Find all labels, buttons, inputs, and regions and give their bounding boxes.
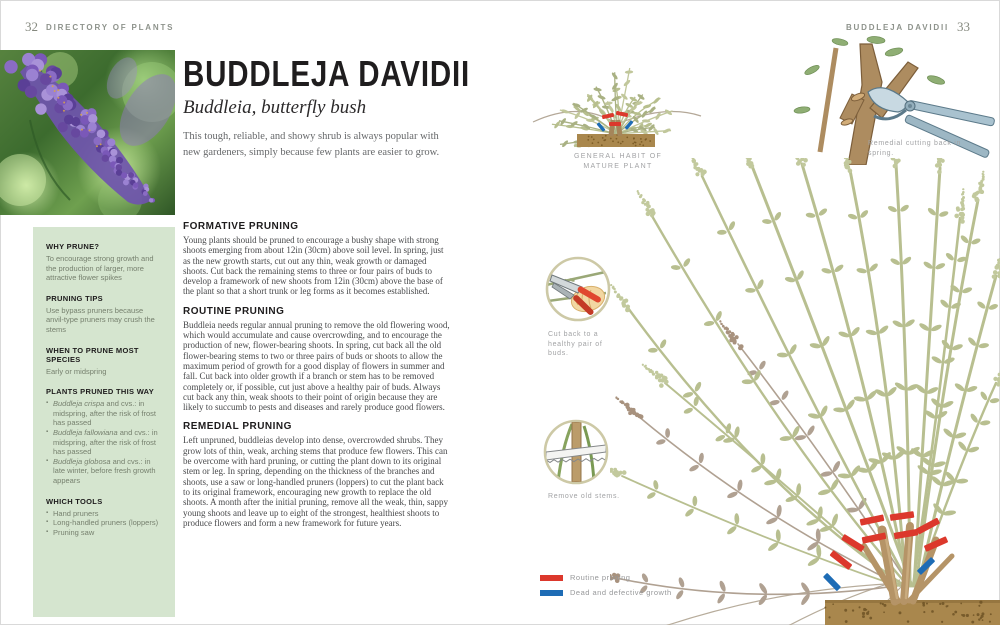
mature-plant-illustration: [610, 158, 1000, 625]
defective-growth-swatch: [540, 590, 563, 596]
running-title-right: BUDDLEJA DAVIDII: [845, 23, 949, 32]
habit-caption: GENERAL HABIT OF MATURE PLANT: [573, 153, 663, 170]
section-heading: REMEDIAL PRUNING: [183, 421, 292, 433]
main-text-column: [183, 221, 451, 537]
section-body: Buddleia needs regular annual pruning to remove the old flowering wood, which would accumulate and cause overcrowding, and to encourage the production of new, flower-bearing shoots. In spring, cut back all the old flower-bearing stems to two or three pairs of buds or shoots to allow the maximum period of growth for a good display of flowers in summer and fall. Cut back into older growth if a branch or stem has to be removed completely or, if possible, cut just above a healthy pair of buds. Always cut back any thin, weak shoots to their point of origin because they are likely to succumb to pests and diseases and rarely produce good flowers.: [183, 319, 450, 413]
cutback-caption: Cut back to a healthy pair of buds.: [548, 331, 603, 357]
page-number-right: 33: [957, 19, 970, 34]
flower-spike-illustration: [0, 50, 175, 215]
plant-list-item: ▪ Buddleja fallowiana and cvs.: in midspring, after the risk of frost has passed: [46, 428, 162, 457]
section-body: Young plants should be pruned to encourage a bushy shape with strong shoots emerging from about 12in (30cm) above soil level. In spring, just as the new growth starts, cut out any thin, weak growth or damaged shoots. Cut back the remaining stems to three or four pairs of buds to develop a framework of new shoots from 12in (30cm) above the base of the plant so that a short trunk or leg forms as it becomes established.: [183, 235, 444, 297]
section-remedial-pruning: [183, 421, 451, 528]
tool-list-item: ▪ Hand pruners: [46, 509, 162, 519]
legend-row-defective: Dead and defective growth: [540, 588, 672, 597]
section-routine-pruning: [183, 306, 451, 413]
section-heading: FORMATIVE PRUNING: [183, 221, 299, 232]
section-body: Left unpruned, buddleias develop into dense, overcrowded shrubs. They grow lots of thin, weak, arching stems that produce few flowers. This can be overcome with hard pruning, or cutting the plant down to its original stem or leg. In spring, depending on the thickness of the branches and shoots, use a saw or long-handled pruners (loppers) to cut the plant back to its original framework, encouraging new growth to replace the old shoots. A month after the initial pruning, remove all the weak, thin, sappy young shoots and leave up to eight of the strongest, healthiest shoots to produce flowers and form a new framework for future years.: [183, 435, 448, 528]
page-subtitle: Buddleia, butterfly bush: [183, 97, 367, 118]
sidebar-heading-when-to-prune: WHEN TO PRUNE MOST SPECIES: [46, 345, 139, 364]
running-head-left: [25, 18, 174, 36]
remedial-caption: Remedial cutting back in spring.: [868, 140, 962, 157]
page-number-left: 32: [25, 19, 38, 34]
buddleja-flower-photo: [0, 50, 175, 215]
pruning-legend: [540, 573, 672, 603]
tool-list-item: ▪ Pruning saw: [46, 528, 162, 538]
plant-list-item: ▪ Buddleja crispa and cvs.: in midspring, after the risk of frost has passed: [46, 399, 162, 428]
sidebar-heading-which-tools: WHICH TOOLS: [46, 496, 103, 506]
routine-pruning-swatch: [540, 575, 563, 581]
intro-paragraph: This tough, reliable, and showy shrub is always popular with new gardeners, simply because few plants are easier to grow.: [183, 131, 440, 158]
running-title-left: DIRECTORY OF PLANTS: [46, 23, 175, 32]
sidebar-heading-why-prune: WHY PRUNE?: [46, 242, 100, 251]
tool-list-item: ▪ Long-handled pruners (loppers): [46, 518, 162, 528]
sidebar-body-why-prune: To encourage strong growth and the production of larger, more attractive flower spikes: [46, 254, 154, 283]
remove-old-stems-inset-illustration: [542, 418, 610, 486]
cut-back-inset-illustration: [544, 255, 612, 323]
section-formative-pruning: [183, 221, 451, 297]
sidebar-heading-plants-pruned: PLANTS PRUNED THIS WAY: [46, 387, 154, 397]
plant-list-item: ▪ Buddleja globosa and cvs.: in late winter, before fresh growth appears: [46, 457, 162, 486]
sidebar-body-pruning-tips: Use bypass pruners because anvil-type pruners may crush the stems: [46, 305, 155, 334]
sidebar-heading-pruning-tips: PRUNING TIPS: [46, 293, 103, 303]
legend-row-routine: Routine pruning: [540, 573, 672, 582]
sidebar-body-when-to-prune: Early or midspring: [46, 366, 107, 376]
remove-caption: Remove old stems.: [548, 493, 620, 500]
info-sidebar: [33, 227, 175, 617]
page-title: BUDDLEJA DAVIDII: [183, 53, 471, 94]
section-heading: ROUTINE PRUNING: [183, 305, 285, 317]
